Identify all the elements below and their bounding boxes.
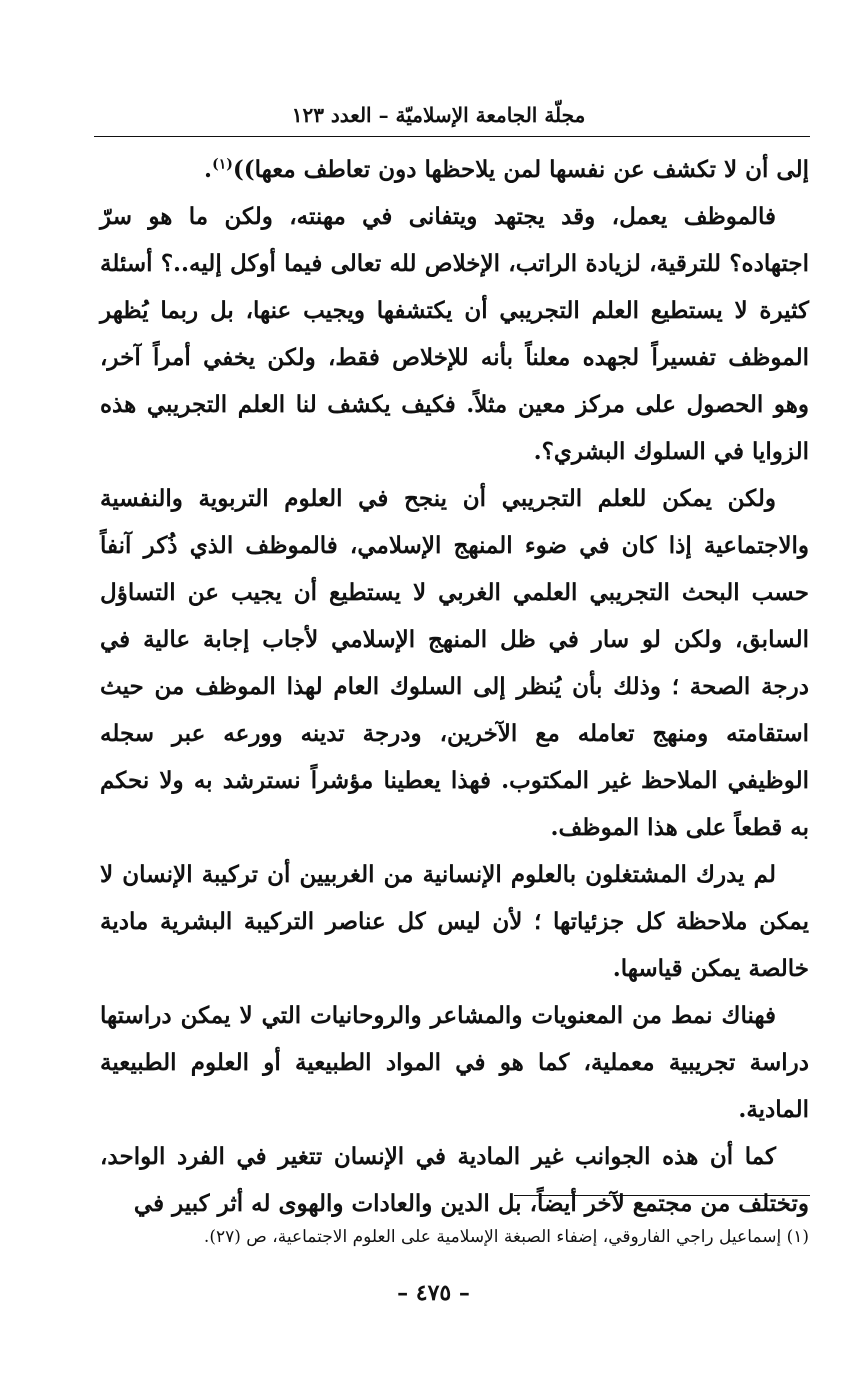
footnote: (١) إسماعيل راجي الفاروقي، إضفاء الصبغة الإسلامية على العلوم الاجتماعية، ص (٢٧).	[203, 1227, 809, 1247]
header-divider	[94, 136, 810, 137]
running-header: مجلّة الجامعة الإسلاميّة – العدد ١٢٣	[291, 103, 586, 127]
paragraph-continuation	[100, 146, 809, 193]
footnote-divider	[514, 1195, 810, 1196]
quote-end-text: إلى أن لا تكشف عن نفسها لمن يلاحظها دون تعاطف معها))	[232, 156, 809, 183]
paragraph-employee-question: فالموظف يعمل، وقد يجتهد ويتفانى في مهنته، ولكن ما هو سرّ اجتهاده؟ للترقية، لزيادة الراتب، الإخلاص لله تعالى فيما أوكل إليه..؟ أسئلة كثيرة لا يستطيع العلم التجريبي أن يكتشفها ويجيب عنها، بل ربما يُظهر الموظف تفسيراً لجهده معلناً بأنه للإخلاص فقط، ولكن يخفي أمراً آخر، وهو الحصول على مركز معين مثلاً. فكيف يكشف لنا العلم التجريبي هذه الزوايا في السلوك البشري؟.	[100, 203, 809, 465]
paragraph-spiritual-aspects: فهناك نمط من المعنويات والمشاعر والروحانيات التي لا يمكن دراستها دراسة تجريبية معملية، كما هو في المواد الطبيعية أو العلوم الطبيعية المادية.	[100, 1002, 809, 1123]
paragraph-islamic-method: ولكن يمكن للعلم التجريبي أن ينجح في العلوم التربوية والنفسية والاجتماعية إذا كان في ضوء المنهج الإسلامي، فالموظف الذي ذُكر آنفاً حسب البحث التجريبي العلمي الغربي لا يستطيع أن يجيب عن التساؤل السابق، ولكن لو سار في ظل المنهج الإسلامي لأجاب إجابة عالية في درجة الصحة ؛ وذلك بأن يُنظر إلى السلوك العام لهذا الموظف من حيث استقامته ومنهج تعامله مع الآخرين، ودرجة تدينه وورعه عبر سجله الوظيفي الملاحظ غير المكتوب. فهذا يعطينا مؤشراً نسترشد به ولا نحكم به قطعاً على هذا الموظف.	[100, 485, 810, 841]
paragraph-human-composition: لم يدرك المشتغلون بالعلوم الإنسانية من الغربيين أن تركيبة الإنسان لا يمكن ملاحظة كل جزئياتها ؛ لأن ليس كل عناصر التركيبة البشرية مادية خالصة يمكن قياسها.	[100, 861, 809, 982]
article-body	[100, 146, 809, 1227]
paragraph-non-material-aspects: كما أن هذه الجوانب غير المادية في الإنسان تتغير في الفرد الواحد، وتختلف من مجتمع لآخر أيضاً، بل الدين والعادات والهوى له أثر كبير في	[100, 1143, 809, 1217]
quote-end-period: .	[204, 156, 213, 183]
page-number: – ٤٧٥ –	[397, 1280, 470, 1306]
footnote-reference: (١)	[212, 156, 233, 173]
